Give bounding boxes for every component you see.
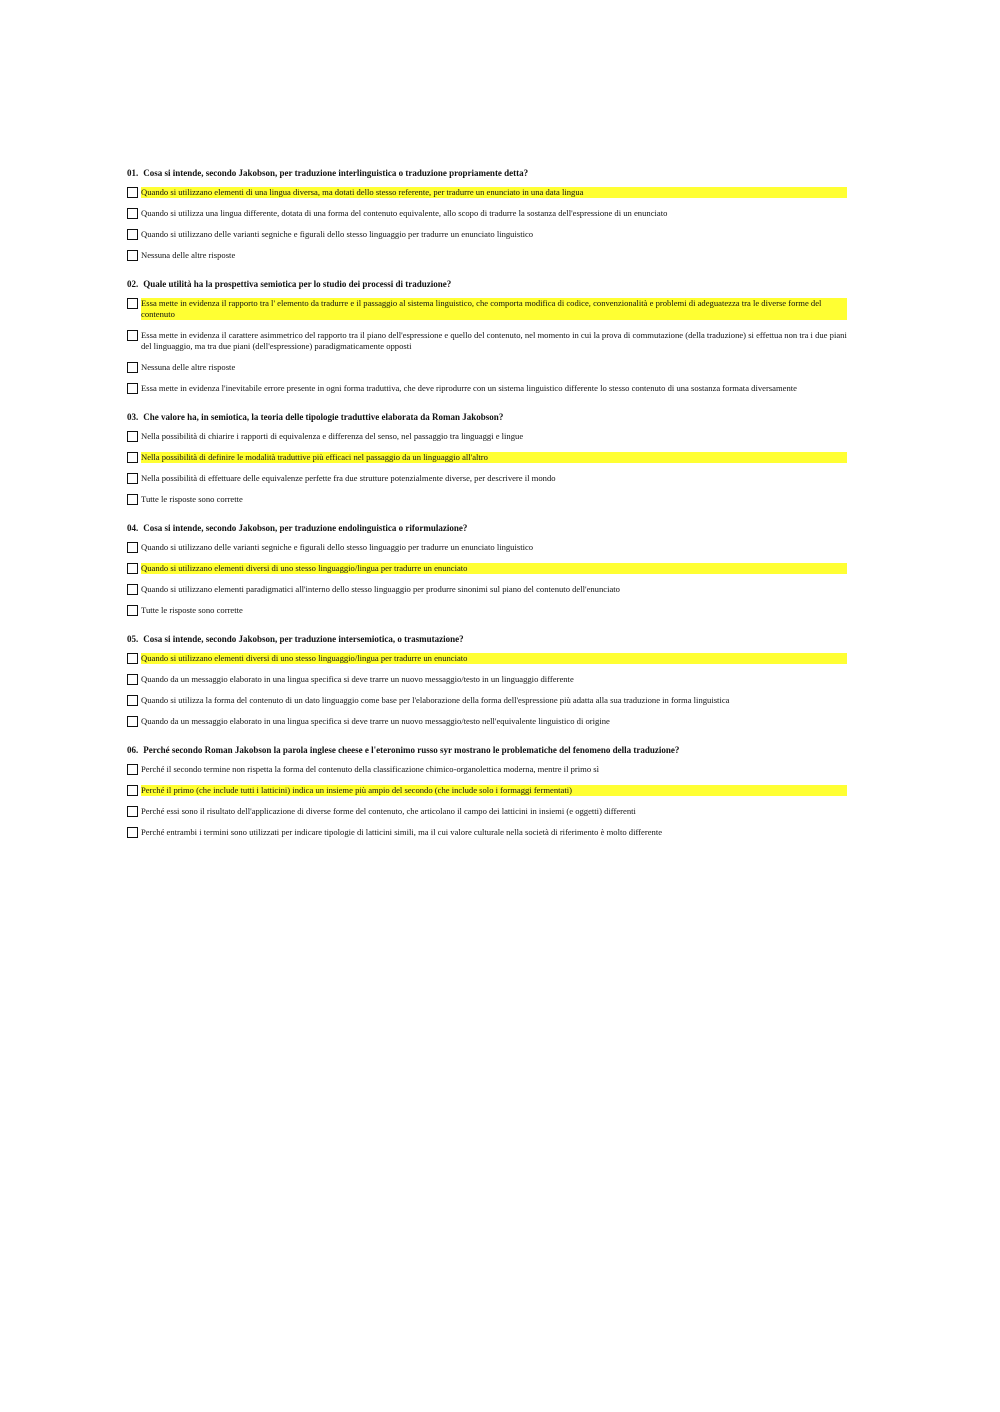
- answer-option: [127, 806, 847, 817]
- option-text: Quando si utilizzano elementi diversi di uno stesso linguaggio/lingua per tradurre un enunciato: [141, 563, 847, 574]
- checkbox[interactable]: [127, 764, 138, 775]
- question-text: Cosa si intende, secondo Jakobson, per traduzione interlinguistica o traduzione propriamente detta?: [143, 168, 529, 178]
- option-text: Essa mette in evidenza il rapporto tra l' elemento da tradurre e il passaggio al sistema linguistico, che comporta modifica di codice, convenzionalità e problemi di adeguatezza tra le diverse forme del contenuto: [141, 298, 847, 320]
- question-title: [127, 279, 847, 290]
- option-text: Quando da un messaggio elaborato in una lingua specifica si deve trarre un nuovo messaggio/testo in un linguaggio differente: [141, 674, 574, 684]
- checkbox[interactable]: [127, 785, 138, 796]
- checkbox[interactable]: [127, 208, 138, 219]
- checkbox[interactable]: [127, 431, 138, 442]
- answer-option: [127, 208, 847, 219]
- question-text: Che valore ha, in semiotica, la teoria delle tipologie traduttive elaborata da Roman Jakobson?: [143, 412, 504, 422]
- answer-option: [127, 473, 847, 484]
- answer-option: [127, 764, 847, 775]
- checkbox[interactable]: [127, 695, 138, 706]
- answer-option: [127, 716, 847, 727]
- question-1: [127, 168, 847, 261]
- answer-option: [127, 785, 847, 796]
- answer-option: [127, 362, 847, 373]
- question-title: [127, 745, 847, 756]
- question-2: [127, 279, 847, 394]
- option-text: Nessuna delle altre risposte: [141, 250, 236, 260]
- checkbox[interactable]: [127, 383, 138, 394]
- option-text: Quando si utilizzano delle varianti segniche e figurali dello stesso linguaggio per tradurre un enunciato linguistico: [141, 542, 534, 552]
- question-text: Perché secondo Roman Jakobson la parola inglese cheese e l'eteronimo russo syr mostrano le problematiche del fenomeno della traduzione?: [143, 745, 680, 755]
- checkbox[interactable]: [127, 674, 138, 685]
- answer-option: [127, 542, 847, 553]
- question-number: 03.: [127, 412, 139, 422]
- checkbox[interactable]: [127, 330, 138, 341]
- option-text: Quando si utilizzano elementi paradigmatici all'interno dello stesso linguaggio per produrre sinonimi sul piano del contenuto dell'enunciato: [141, 584, 620, 594]
- checkbox[interactable]: [127, 250, 138, 261]
- question-title: [127, 523, 847, 534]
- option-text: Essa mette in evidenza l'inevitabile errore presente in ogni forma traduttiva, che deve riprodurre con un sistema linguistico differente lo stesso contenuto di una sostanza formata diversamente: [141, 383, 797, 393]
- checkbox[interactable]: [127, 494, 138, 505]
- checkbox[interactable]: [127, 542, 138, 553]
- option-text: Perché essi sono il risultato dell'applicazione di diverse forme del contenuto, che articolano il campo dei latticini in insiemi (e oggetti) differenti: [141, 806, 636, 816]
- checkbox[interactable]: [127, 806, 138, 817]
- answer-option: [127, 494, 847, 505]
- option-text: Perché il primo (che include tutti i latticini) indica un insieme più ampio del secondo (che include solo i formaggi fermentati): [141, 785, 847, 796]
- question-title: [127, 412, 847, 423]
- option-text: Quando si utilizzano delle varianti segniche e figurali dello stesso linguaggio per tradurre un enunciato linguistico: [141, 229, 534, 239]
- question-text: Quale utilità ha la prospettiva semiotica per lo studio dei processi di traduzione?: [143, 279, 452, 289]
- checkbox[interactable]: [127, 827, 138, 838]
- option-text: Nella possibilità di chiarire i rapporti di equivalenza e differenza del senso, nel passaggio tra linguaggi e lingue: [141, 431, 524, 441]
- question-5: [127, 634, 847, 727]
- option-text: Quando si utilizzano elementi di una lingua diversa, ma dotati dello stesso referente, per tradurre un enunciato in una data lingua: [141, 187, 847, 198]
- option-text: Perché entrambi i termini sono utilizzati per indicare tipologie di latticini simili, ma il cui valore culturale nella società di riferimento è molto differente: [141, 827, 663, 837]
- checkbox[interactable]: [127, 362, 138, 373]
- question-number: 06.: [127, 745, 139, 755]
- checkbox[interactable]: [127, 452, 138, 463]
- option-text: Quando si utilizza la forma del contenuto di un dato linguaggio come base per l'elaborazione della forma dell'espressione più adatta alla sua traduzione in forma linguistica: [141, 695, 730, 705]
- question-title: [127, 168, 847, 179]
- answer-option: [127, 187, 847, 198]
- answer-option: [127, 827, 847, 838]
- question-text: Cosa si intende, secondo Jakobson, per traduzione endolinguistica o riformulazione?: [143, 523, 468, 533]
- answer-option: [127, 229, 847, 240]
- option-text: Nella possibilità di definire le modalità traduttive più efficaci nel passaggio da un linguaggio all'altro: [141, 452, 847, 463]
- option-text: Nella possibilità di effettuare delle equivalenze perfette fra due strutture potenzialmente diverse, per descrivere il mondo: [141, 473, 556, 483]
- question-text: Cosa si intende, secondo Jakobson, per traduzione intersemiotica, o trasmutazione?: [143, 634, 464, 644]
- checkbox[interactable]: [127, 187, 138, 198]
- option-text: Essa mette in evidenza il carattere asimmetrico del rapporto tra il piano dell'espressione e quello del contenuto, nel momento in cui la prova di commutazione (della traduzione) si effettua non tra i due piani del linguaggio, ma tra due piani (dell'espressione) paradigmaticamente opposti: [141, 330, 847, 351]
- answer-option: [127, 452, 847, 463]
- checkbox[interactable]: [127, 584, 138, 595]
- question-number: 01.: [127, 168, 139, 178]
- question-4: [127, 523, 847, 616]
- question-3: [127, 412, 847, 505]
- answer-option: [127, 584, 847, 595]
- option-text: Quando si utilizza una lingua differente, dotata di una forma del contenuto equivalente, allo scopo di tradurre la sostanza dell'espressione di un enunciato: [141, 208, 668, 218]
- question-number: 02.: [127, 279, 139, 289]
- checkbox[interactable]: [127, 298, 138, 309]
- question-number: 05.: [127, 634, 139, 644]
- question-6: [127, 745, 847, 838]
- checkbox[interactable]: [127, 716, 138, 727]
- option-text: Nessuna delle altre risposte: [141, 362, 236, 372]
- answer-option: [127, 563, 847, 574]
- checkbox[interactable]: [127, 473, 138, 484]
- answer-option: [127, 674, 847, 685]
- checkbox[interactable]: [127, 563, 138, 574]
- answer-option: [127, 431, 847, 442]
- checkbox[interactable]: [127, 229, 138, 240]
- answer-option: [127, 298, 847, 320]
- checkbox[interactable]: [127, 653, 138, 664]
- checkbox[interactable]: [127, 605, 138, 616]
- answer-option: [127, 383, 847, 394]
- option-text: Perché il secondo termine non rispetta la forma del contenuto della classificazione chimico-organolettica moderna, mentre il primo sì: [141, 764, 600, 774]
- answer-option: [127, 695, 847, 706]
- answer-option: [127, 605, 847, 616]
- answer-option: [127, 653, 847, 664]
- option-text: Quando da un messaggio elaborato in una lingua specifica si deve trarre un nuovo messaggio/testo nell'equivalente linguistico di origine: [141, 716, 610, 726]
- option-text: Tutte le risposte sono corrette: [141, 605, 243, 615]
- option-text: Quando si utilizzano elementi diversi di uno stesso linguaggio/lingua per tradurre un enunciato: [141, 653, 847, 664]
- answer-option: [127, 250, 847, 261]
- question-number: 04.: [127, 523, 139, 533]
- question-title: [127, 634, 847, 645]
- answer-option: [127, 330, 847, 352]
- option-text: Tutte le risposte sono corrette: [141, 494, 243, 504]
- quiz-list: [127, 168, 847, 856]
